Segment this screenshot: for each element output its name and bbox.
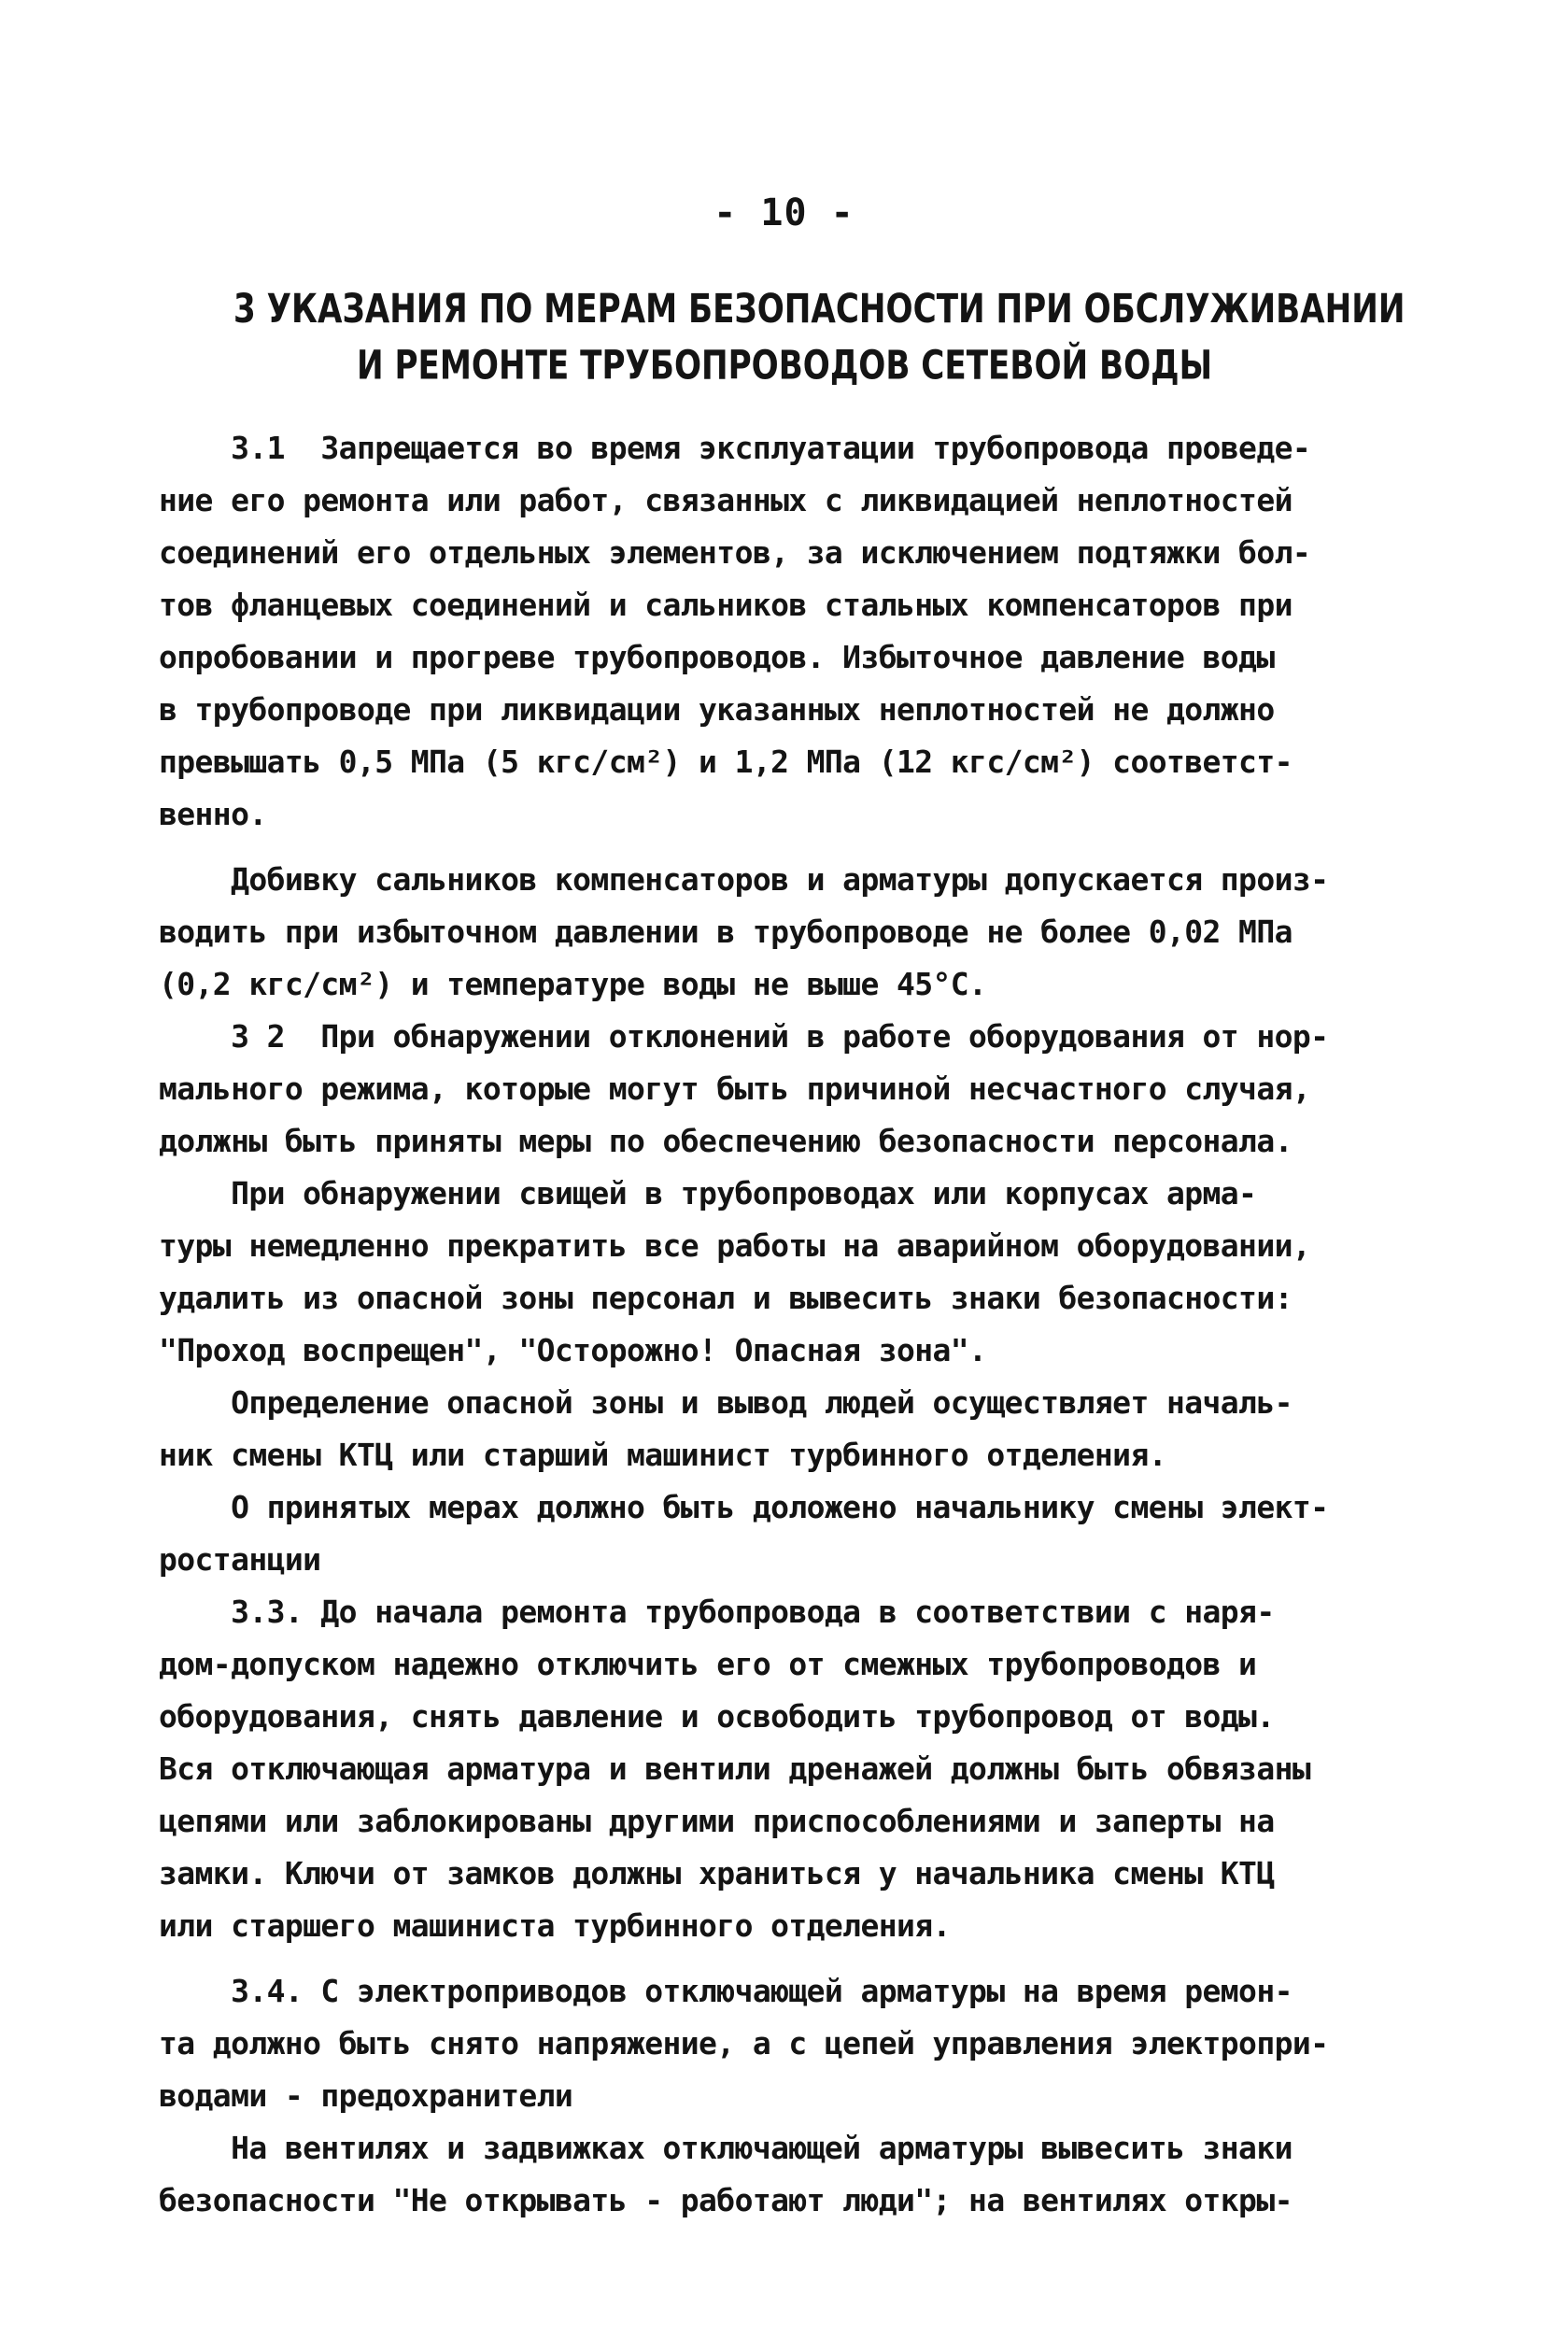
text-line: соединений его отдельных элементов, за исключением подтяжки бол- [159,534,1311,571]
text-line: Добивку сальников компенсаторов и арматуры допускается произ- [159,861,1329,898]
text-line: На вентилях и задвижках отключающей арматуры вывесить знаки [159,2130,1293,2166]
paragraph-3-2 [159,1011,1429,1168]
text-line: опробовании и прогреве трубопроводов. Избыточное давление воды [159,639,1275,675]
text-line: 3.4. С электроприводов отключающей арматуры на время ремон- [159,1973,1293,2009]
paragraph-report [159,1481,1429,1586]
text-line: ние его ремонта или работ, связанных с ликвидацией неплотностей [159,482,1293,518]
text-line: "Проход воспрещен", "Осторожно! Опасная зона". [159,1332,987,1368]
text-line: цепями или заблокированы другими приспособлениями и заперты на [159,1803,1275,1839]
text-line: водить при избыточном давлении в трубопроводе не более 0,02 МПа [159,914,1293,950]
text-line: должны быть приняты меры по обеспечению безопасности персонала. [159,1123,1293,1159]
paragraph-gap [159,841,1429,854]
text-line: водами - предохранители [159,2077,573,2114]
section-title-line: 3 УКАЗАНИЯ ПО МЕРАМ БЕЗОПАСНОСТИ ПРИ ОБСЛУЖИВАНИИ [233,285,1406,332]
text-line: замки. Ключи от замков должны храниться у начальника смены КТЦ [159,1855,1275,1892]
text-line: мального режима, которые могут быть причиной несчастного случая, [159,1070,1311,1107]
paragraph-danger-zone [159,1377,1429,1481]
page-number: - 10 - [713,191,855,234]
text-line: та должно быть снято напряжение, а с цепей управления электропри- [159,2025,1329,2062]
text-line: безопасности "Не открывать - работают люди"; на вентилях откры- [159,2182,1293,2218]
text-line: дом-допуском надежно отключить его от смежных трубопроводов и [159,1646,1257,1682]
text-line: или старшего машиниста турбинного отделения. [159,1907,951,1944]
text-line: превышать 0,5 МПа (5 кгс/см²) и 1,2 МПа (12 кгс/см²) соответст- [159,744,1293,780]
text-line: ник смены КТЦ или старший машинист турбинного отделения. [159,1437,1166,1473]
text-line: О принятых мерах должно быть доложено начальнику смены элект- [159,1489,1329,1525]
text-line: ростанции [159,1541,321,1578]
paragraph-gap [159,1952,1429,1965]
text-line: венно. [159,796,267,832]
text-line: Вся отключающая арматура и вентили дренажей должны быть обвязаны [159,1750,1311,1787]
text-line: в трубопроводе при ликвидации указанных неплотностей не должно [159,691,1275,728]
paragraph-3-4 [159,1965,1429,2122]
text-line: Определение опасной зоны и вывод людей осуществляет началь- [159,1384,1293,1421]
text-line: туры немедленно прекратить все работы на аварийном оборудовании, [159,1227,1311,1264]
document-body [159,422,1429,2227]
paragraph-3-3 [159,1586,1429,1952]
text-line: удалить из опасной зоны персонал и вывесить знаки безопасности: [159,1280,1293,1316]
text-line: оборудования, снять давление и освободить трубопровод от воды. [159,1698,1275,1735]
text-line: 3 2 При обнаружении отклонений в работе оборудования от нор- [159,1018,1329,1055]
paragraph-fistulas [159,1168,1429,1377]
text-line: 3.3. До начала ремонта трубопровода в соответствии с наря- [159,1594,1275,1630]
section-title [233,280,1406,393]
paragraph-packing [159,854,1429,1011]
paragraph-3-1 [159,422,1429,841]
text-line: (0,2 кгс/см²) и температуре воды не выше 45°С. [159,966,987,1002]
text-line: При обнаружении свищей в трубопроводах или корпусах арма- [159,1175,1257,1211]
section-title-line: И РЕМОНТЕ ТРУБОПРОВОДОВ СЕТЕВОЙ ВОДЫ [356,342,1213,389]
paragraph-signs [159,2122,1429,2227]
text-line: 3.1 Запрещается во время эксплуатации трубопровода проведе- [159,430,1311,466]
text-line: тов фланцевых соединений и сальников стальных компенсаторов при [159,587,1293,623]
